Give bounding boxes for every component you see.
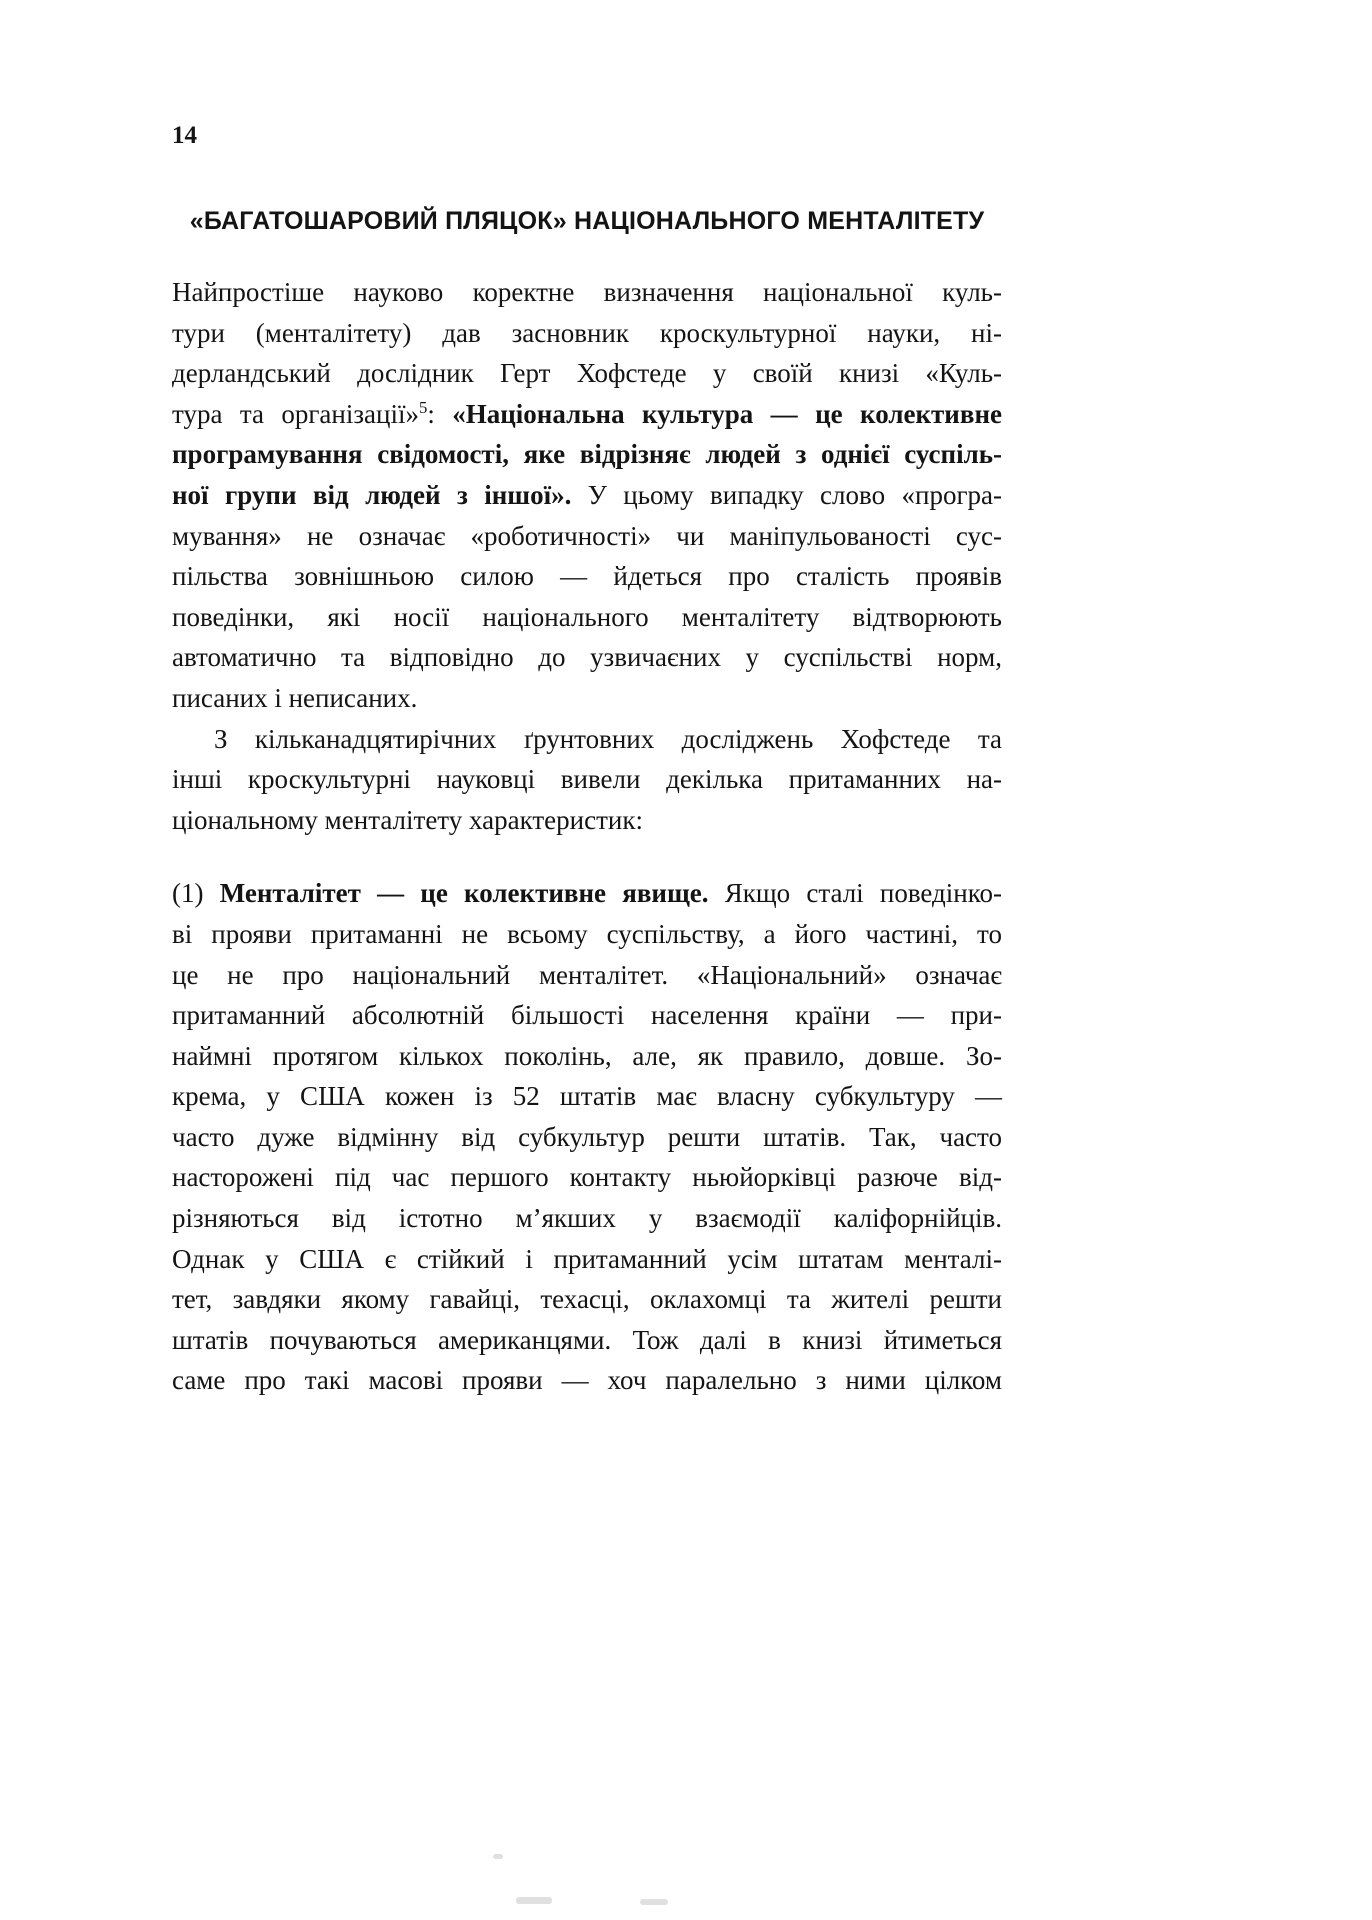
text-line xyxy=(172,873,1002,914)
text-line xyxy=(172,516,1002,557)
text-segment: часто дуже відмінну від субкультур решти штатів. Так, часто xyxy=(172,1121,1002,1152)
text-segment: : xyxy=(427,398,453,429)
text-line xyxy=(172,556,1002,597)
bold-text-segment: «Національна культура — це колективне xyxy=(452,398,1002,429)
paragraph xyxy=(172,272,1002,719)
text-segment: саме про такі масові прояви — хоч паралельно з ними цілком xyxy=(172,1365,1002,1396)
text-line xyxy=(172,1279,1002,1320)
text-line xyxy=(172,759,1002,800)
text-segment: У цьому випадку слово «програ- xyxy=(571,479,1002,510)
text-segment: автоматично та відповідно до узвичаєних у суспільстві норм, xyxy=(172,642,1002,673)
text-segment: тура та організації» xyxy=(172,398,419,429)
footnote-reference: 5 xyxy=(418,397,428,417)
text-segment: тет, завдяки якому гавайці, техасці, оклахомці та жителі решти xyxy=(172,1284,1002,1315)
scan-artifact xyxy=(493,1854,503,1859)
text-line xyxy=(172,955,1002,996)
scan-artifact xyxy=(516,1897,552,1904)
text-segment: пільства зовнішньою силою — йдеться про сталість проявів xyxy=(172,561,1002,592)
text-block xyxy=(172,272,1002,1401)
paragraph xyxy=(172,873,1002,1401)
text-line xyxy=(172,678,1002,719)
text-segment: це не про національний менталітет. «Національний» означає xyxy=(172,959,1002,990)
text-line xyxy=(172,272,1002,313)
text-segment: насторожені під час першого контакту ньюйорківці разюче від- xyxy=(172,1162,1002,1193)
text-line xyxy=(172,914,1002,955)
scan-artifact xyxy=(640,1899,668,1905)
bold-text-segment: ної групи від людей з іншої». xyxy=(172,479,572,510)
text-segment: крема, у США кожен із 52 штатів має власну субкультуру — xyxy=(172,1081,1002,1112)
text-line xyxy=(172,1076,1002,1117)
text-segment: Найпростіше науково коректне визначення національної куль- xyxy=(172,277,1002,307)
text-line xyxy=(172,475,1002,516)
text-segment: ціональному менталітету характеристик: xyxy=(172,804,643,835)
bold-text-segment: програмування свідомості, яке відрізняє людей з однієї суспіль- xyxy=(172,439,1002,470)
text-line xyxy=(172,1320,1002,1361)
text-segment: (1) xyxy=(172,878,220,909)
text-line xyxy=(172,434,1002,475)
text-line xyxy=(172,1036,1002,1077)
text-segment: дерландський дослідник Герт Хофстеде у своїй книзі «Куль- xyxy=(172,358,1002,389)
text-line xyxy=(172,1117,1002,1158)
text-line xyxy=(172,1360,1002,1401)
text-segment: інші кроскультурні науковці вивели декілька притаманних на- xyxy=(172,764,1002,795)
text-line xyxy=(172,800,1002,841)
text-segment: тури (менталітету) дав засновник кроскультурної науки, ні- xyxy=(172,317,1002,348)
text-line xyxy=(172,394,1002,435)
text-line xyxy=(172,1198,1002,1239)
text-segment: писаних і неписаних. xyxy=(172,682,418,713)
chapter-heading: «БАГАТОШАРОВИЙ ПЛЯЦОК» НАЦІОНАЛЬНОГО МЕНТАЛІТЕТУ xyxy=(189,207,985,235)
text-segment: притаманний абсолютній більшості населення країни — при- xyxy=(172,1000,1002,1031)
text-segment: Однак у США є стійкий і притаманний усім штатам менталі- xyxy=(172,1243,1002,1274)
text-segment: З кільканадцятирічних ґрунтовних досліджень Хофстеде та xyxy=(214,723,1002,754)
paragraph xyxy=(172,719,1002,841)
text-segment: мування» не означає «роботичності» чи маніпульованості сус- xyxy=(172,520,1002,551)
text-segment: поведінки, які носії національного менталітету відтворюють xyxy=(172,601,1002,632)
text-segment: Якщо сталі поведінко- xyxy=(708,878,1002,909)
text-line xyxy=(172,313,1002,354)
text-segment: ві прояви притаманні не всьому суспільству, а його частині, то xyxy=(172,918,1002,949)
text-segment: різняються від істотно м’якших у взаємодії каліфорнійців. xyxy=(172,1203,1002,1234)
text-segment: наймні протягом кількох поколінь, але, як правило, довше. Зо- xyxy=(172,1040,1002,1071)
text-line xyxy=(172,637,1002,678)
text-line xyxy=(172,1157,1002,1198)
text-line xyxy=(172,1239,1002,1280)
text-line xyxy=(172,353,1002,394)
text-line xyxy=(172,719,1002,760)
text-line xyxy=(172,995,1002,1036)
text-line xyxy=(172,597,1002,638)
text-segment: штатів почуваються американцями. Тож далі в книзі йтиметься xyxy=(172,1324,1002,1355)
bold-text-segment: Менталітет — це колективне явище. xyxy=(219,878,709,909)
page-number: 14 xyxy=(172,122,197,149)
